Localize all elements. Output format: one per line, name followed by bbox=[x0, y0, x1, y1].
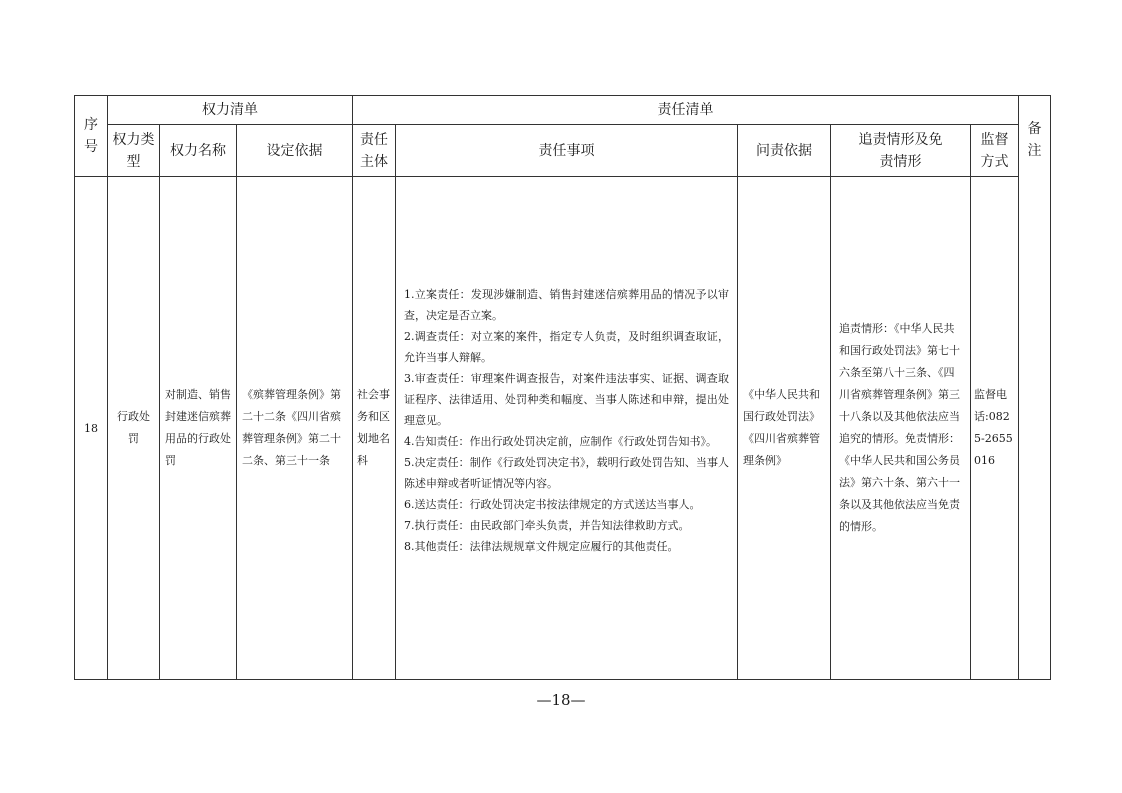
header-items: 责任事项 bbox=[396, 125, 738, 177]
responsibility-item: 3.审查责任：审理案件调查报告，对案件违法事实、证据、调查取证程序、法律适用、处罚种类和幅度、当事人陈述和申辩，提出处理意见。 bbox=[404, 371, 729, 427]
header-supervision: 监督方式 bbox=[971, 125, 1019, 177]
responsibility-item: 4.告知责任：作出行政处罚决定前，应制作《行政处罚告知书》。 bbox=[404, 434, 717, 448]
header-seq: 序号 bbox=[75, 96, 108, 177]
responsibility-item: 7.执行责任：由民政部门牵头负责，并告知法律救助方式。 bbox=[404, 518, 690, 532]
row-subject: 社会事务和区划地名科 bbox=[353, 177, 396, 680]
responsibility-item: 8.其他责任：法律法规规章文件规定应履行的其他责任。 bbox=[404, 539, 679, 553]
header-power-name: 权力名称 bbox=[160, 125, 237, 177]
header-basis: 设定依据 bbox=[237, 125, 353, 177]
row-pursuit-exemption: 追责情形：《中华人民共和国行政处罚法》第七十六条至第八十三条、《四川省殡葬管理条例》第三十八条以及其他依法应当追究的情形。免责情形：《中华人民共和国公务员法》第六十条、第六十一条以及其他依法应当免责的情形。 bbox=[831, 177, 971, 680]
row-power-type: 行政处罚 bbox=[108, 177, 160, 680]
header-pursuit-exemption: 追责情形及免责情形 bbox=[831, 125, 971, 177]
row-seq: 18 bbox=[75, 177, 108, 680]
responsibility-item: 2.调查责任：对立案的案件，指定专人负责，及时组织调查取证，允许当事人辩解。 bbox=[404, 329, 729, 364]
power-responsibility-table bbox=[74, 95, 1051, 680]
row-power-name: 对制造、销售封建迷信殡葬用品的行政处罚 bbox=[160, 177, 237, 680]
row-basis: 《殡葬管理条例》第二十二条《四川省殡葬管理条例》第二十二条、第三十一条 bbox=[237, 177, 353, 680]
header-responsibility-list: 责任清单 bbox=[353, 96, 1019, 125]
header-power-list: 权力清单 bbox=[108, 96, 353, 125]
row-supervision: 监督电话:0825-2655016 bbox=[971, 177, 1019, 680]
responsibility-item: 6.送达责任：行政处罚决定书按法律规定的方式送达当事人。 bbox=[404, 497, 701, 511]
header-remarks: 备注 bbox=[1019, 96, 1051, 680]
row-accountability-basis: 《中华人民共和国行政处罚法》《四川省殡葬管理条例》 bbox=[738, 177, 831, 680]
responsibility-item: 1.立案责任：发现涉嫌制造、销售封建迷信殡葬用品的情况予以审查，决定是否立案。 bbox=[404, 287, 729, 322]
row-items bbox=[396, 177, 738, 680]
responsibility-item: 5.决定责任：制作《行政处罚决定书》，载明行政处罚告知、当事人陈述申辩或者听证情况等内容。 bbox=[404, 455, 729, 490]
page-number: —18— bbox=[536, 691, 586, 709]
header-power-type: 权力类型 bbox=[108, 125, 160, 177]
header-subject: 责任主体 bbox=[353, 125, 396, 177]
header-accountability-basis: 问责依据 bbox=[738, 125, 831, 177]
